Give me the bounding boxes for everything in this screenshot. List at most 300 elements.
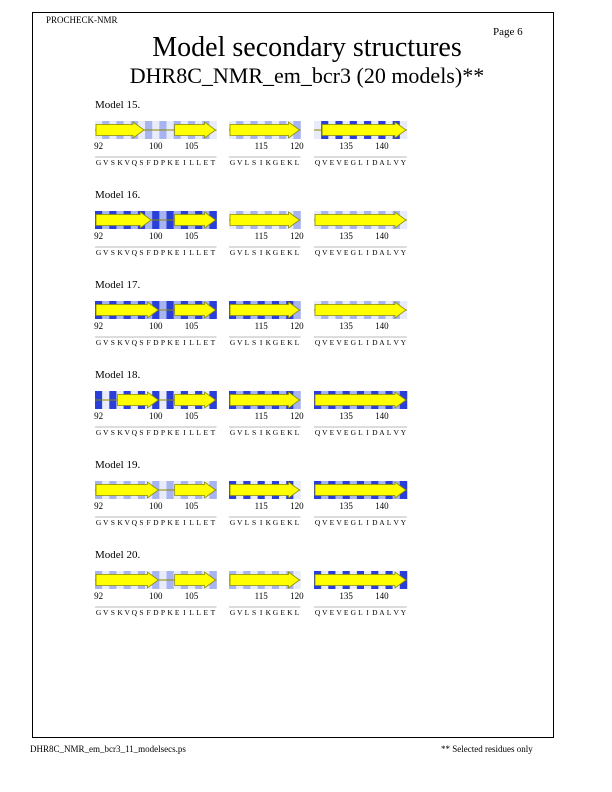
sequence-residue: L [196,338,201,347]
sequence-residue: G [95,428,102,437]
residue-number-label: 140 [375,231,389,241]
sequence-residue: L [196,428,201,437]
sequence-residue: V [336,338,342,347]
sequence-residue: K [265,248,272,257]
sequence-residue: V [124,608,130,617]
residue-number-label: 100 [149,411,163,421]
sequence-residue: V [393,338,399,347]
sequence-residue: V [237,518,243,527]
sequence-residue: V [336,428,342,437]
residue-number-label: 140 [375,411,389,421]
sequence-residue: K [265,518,272,527]
sequence-residue: L [244,248,250,257]
model-label: Model 20. [95,549,141,561]
beta-strand-arrow [230,302,300,318]
sequence-residue: F [146,518,151,527]
sequence-residue: E [329,248,335,257]
sequence-residue: L [189,248,194,257]
sequence-residue: I [259,338,263,347]
sequence-residue: G [350,338,357,347]
sequence-residue: K [265,158,272,167]
sequence-residue: K [287,608,293,617]
sequence-residue: S [139,158,144,167]
sequence-residue: V [322,248,328,257]
sequence-residue: V [393,428,399,437]
residue-number-label: 140 [375,141,389,151]
residue-number-label: 105 [184,501,199,511]
sequence-residue: E [203,338,209,347]
residue-number-label: 115 [254,321,268,331]
sequence-residue: K [167,248,173,257]
beta-strand-arrow [230,482,300,498]
beta-strand-arrow [96,122,144,138]
sequence-residue: V [393,248,399,257]
sequence-residue: S [251,518,257,527]
sequence-residue: E [329,518,335,527]
sequence-residue: K [287,158,293,167]
sequence-residue: L [294,338,300,347]
residue-number-label: 135 [339,141,353,151]
sequence-residue: G [350,608,357,617]
sequence-residue: I [366,518,369,527]
sequence-residue: V [124,338,130,347]
sequence-residue: D [372,338,378,347]
sequence-residue: Y [400,338,407,347]
sequence-residue: L [386,248,392,257]
sequence-residue: G [272,608,279,617]
sequence-residue: L [189,608,194,617]
sequence-residue: F [146,338,151,347]
sequence-residue: G [95,608,102,617]
residue-number-label: 100 [149,591,163,601]
sequence-residue: Y [400,248,407,257]
sequence-residue: V [103,248,109,257]
sequence-residue: E [174,428,180,437]
sequence-residue: V [322,428,328,437]
sequence-residue: V [336,248,342,257]
model-label: Model 19. [95,459,141,471]
sequence-residue: S [251,248,257,257]
residue-number-label: 135 [339,321,353,331]
residue-number-label: 120 [290,231,304,241]
sequence-residue: D [372,428,378,437]
sequence-residue: V [124,158,130,167]
sequence-residue: K [167,338,173,347]
sequence-residue: D [372,248,378,257]
residue-number-label: 120 [290,141,304,151]
sequence-residue: D [153,158,159,167]
residue-number-label: 115 [254,141,268,151]
sequence-residue: E [343,248,349,257]
sequence-residue: K [167,158,173,167]
sequence-residue: L [244,608,250,617]
residue-number-label: 92 [94,411,104,421]
sequence-residue: A [379,608,385,617]
residue-number-label: 92 [94,501,104,511]
sequence-residue: S [139,248,144,257]
sequence-residue: F [146,428,151,437]
sequence-residue: E [329,428,335,437]
sequence-residue: A [379,518,385,527]
sequence-residue: S [251,338,257,347]
sequence-residue: S [251,608,257,617]
sequence-residue: E [174,248,180,257]
sequence-residue: L [244,518,250,527]
residue-number-label: 115 [254,231,268,241]
sequence-residue: E [329,338,335,347]
beta-strand-arrow [315,392,406,408]
residue-number-label: 120 [290,501,304,511]
sequence-residue: G [272,338,279,347]
sequence-residue: E [343,608,349,617]
sequence-residue: E [280,158,285,167]
sequence-residue: V [237,158,243,167]
sequence-residue: S [251,428,257,437]
sequence-residue: L [386,518,392,527]
sequence-residue: Q [314,338,321,347]
sequence-residue: L [244,158,250,167]
sequence-residue: I [366,158,369,167]
sequence-residue: E [280,428,285,437]
sequence-residue: K [117,608,123,617]
sequence-residue: L [244,338,250,347]
sequence-residue: L [294,608,300,617]
sequence-residue: I [183,608,186,617]
sequence-residue: V [103,608,109,617]
sequence-residue: V [103,428,109,437]
sequence-residue: E [203,428,209,437]
sequence-residue: Q [314,608,321,617]
sequence-residue: S [110,518,115,527]
sequence-residue: V [237,248,243,257]
sequence-residue: V [322,158,328,167]
sequence-residue: D [153,338,159,347]
residue-number-label: 135 [339,591,353,601]
sequence-residue: G [229,158,236,167]
sequence-residue: E [280,338,285,347]
residue-number-label: 120 [290,591,304,601]
sequence-residue: Q [314,248,321,257]
sequence-residue: L [358,338,363,347]
sequence-residue: L [196,518,201,527]
sequence-residue: E [174,158,180,167]
sequence-residue: Q [314,158,321,167]
sequence-residue: S [110,608,115,617]
sequence-residue: K [117,518,123,527]
sequence-residue: I [259,428,263,437]
sequence-residue: E [329,608,335,617]
sequence-residue: L [189,428,194,437]
residue-number-label: 140 [375,501,389,511]
beta-strand-arrow [315,302,406,318]
sequence-residue: I [366,338,369,347]
sequence-residue: G [229,248,236,257]
sequence-residue: G [95,518,102,527]
sequence-residue: E [174,608,180,617]
sequence-residue: L [386,158,392,167]
sequence-residue: G [95,338,102,347]
sequence-residue: I [259,248,263,257]
sequence-residue: E [280,248,285,257]
sequence-residue: K [167,428,173,437]
sequence-residue: S [110,338,115,347]
sequence-residue: P [160,608,166,617]
sequence-residue: I [366,248,369,257]
sequence-residue: V [103,338,109,347]
sequence-residue: S [110,428,115,437]
sequence-residue: L [386,428,392,437]
sequence-residue: E [343,518,349,527]
sequence-residue: T [210,338,216,347]
sequence-residue: P [160,248,166,257]
program-name: PROCHECK-NMR [46,15,118,25]
residue-number-label: 105 [184,321,199,331]
residue-number-label: 120 [290,321,304,331]
sequence-residue: E [343,338,349,347]
residue-number-label: 92 [94,591,104,601]
sequence-residue: K [117,338,123,347]
sequence-residue: K [265,338,272,347]
sequence-residue: P [160,158,166,167]
sequence-residue: L [196,248,201,257]
sequence-residue: K [287,248,293,257]
sequence-residue: E [203,158,209,167]
sequence-residue: Y [400,608,407,617]
sequence-residue: P [160,518,166,527]
sequence-residue: G [272,248,279,257]
sequence-residue: T [210,428,216,437]
sequence-residue: I [366,428,369,437]
page-number: Page 6 [493,26,523,38]
sequence-residue: A [379,338,385,347]
sequence-residue: E [343,158,349,167]
sequence-residue: K [167,608,173,617]
sequence-residue: T [210,248,216,257]
sequence-residue: K [117,428,123,437]
sequence-residue: G [350,248,357,257]
residue-number-label: 115 [254,411,268,421]
sequence-residue: I [259,158,263,167]
sequence-residue: L [358,248,363,257]
sequence-residue: T [210,518,216,527]
residue-number-label: 105 [184,411,199,421]
sequence-residue: P [160,428,166,437]
model-label: Model 16. [95,189,141,201]
sequence-residue: D [153,248,159,257]
sequence-residue: A [379,428,385,437]
beta-strand-arrow [315,572,406,588]
sequence-residue: E [203,608,209,617]
residue-number-label: 92 [94,231,104,241]
page-subtitle: DHR8C_NMR_em_bcr3 (20 models)** [129,63,485,88]
sequence-residue: I [366,608,369,617]
sequence-residue: E [280,608,285,617]
sequence-residue: V [237,338,243,347]
sequence-residue: L [196,158,201,167]
sequence-residue: S [139,518,144,527]
sequence-residue: I [259,518,263,527]
sequence-residue: D [153,608,159,617]
sequence-residue: L [294,518,300,527]
sequence-residue: S [110,158,115,167]
residue-number-label: 105 [184,591,199,601]
sequence-residue: I [183,158,186,167]
sequence-residue: I [183,518,186,527]
sequence-residue: V [237,428,243,437]
sequence-residue: L [294,428,300,437]
sequence-residue: S [139,428,144,437]
beta-strand-arrow [315,212,406,228]
sequence-residue: G [272,158,279,167]
sequence-residue: G [272,428,279,437]
residue-number-label: 100 [149,501,163,511]
beta-strand-arrow [230,572,300,588]
beta-strand-arrow [322,122,406,138]
residue-number-label: 100 [149,231,163,241]
sequence-residue: E [174,518,180,527]
residue-number-label: 105 [184,231,199,241]
sequence-residue: L [358,608,363,617]
sequence-residue: L [244,428,250,437]
sequence-residue: Q [131,608,138,617]
sequence-residue: V [124,428,130,437]
sequence-residue: S [110,248,115,257]
sequence-residue: G [350,158,357,167]
sequence-residue: K [265,608,272,617]
footer-filename: DHR8C_NMR_em_bcr3_11_modelsecs.ps [30,744,186,754]
sequence-residue: G [350,518,357,527]
sequence-residue: V [124,248,130,257]
beta-strand-arrow [230,392,300,408]
sequence-residue: E [203,518,209,527]
sequence-residue: V [322,518,328,527]
sequence-residue: L [386,338,392,347]
model-label: Model 17. [95,279,141,291]
sequence-residue: F [146,158,151,167]
sequence-residue: D [153,518,159,527]
residue-number-label: 92 [94,321,104,331]
sequence-residue: E [329,158,335,167]
sequence-residue: L [358,428,363,437]
sequence-residue: L [189,518,194,527]
page-title: Model secondary structures [152,32,462,63]
residue-number-label: 100 [149,141,163,151]
beta-strand-arrow [96,482,158,498]
sequence-residue: G [95,248,102,257]
sequence-residue: S [139,338,144,347]
sequence-residue: L [189,338,194,347]
footer-note: ** Selected residues only [441,744,533,754]
sequence-residue: I [259,608,263,617]
sequence-residue: K [287,518,293,527]
sequence-residue: V [322,338,328,347]
sequence-residue: I [183,338,186,347]
residue-number-label: 92 [94,141,104,151]
sequence-residue: D [372,608,378,617]
sequence-residue: P [160,338,166,347]
model-label: Model 15. [95,99,141,111]
sequence-residue: V [336,518,342,527]
sequence-residue: G [95,158,102,167]
residue-number-label: 135 [339,231,353,241]
residue-number-label: 140 [375,591,389,601]
sequence-residue: F [146,608,151,617]
sequence-residue: V [237,608,243,617]
sequence-residue: V [393,158,399,167]
sequence-residue: A [379,248,385,257]
sequence-residue: L [294,248,300,257]
model-label: Model 18. [95,369,141,381]
sequence-residue: D [153,428,159,437]
sequence-residue: T [210,158,216,167]
sequence-residue: Q [131,518,138,527]
sequence-residue: G [229,338,236,347]
sequence-residue: F [146,248,151,257]
beta-strand-arrow [96,212,151,228]
sequence-residue: Q [131,428,138,437]
residue-number-label: 115 [254,591,268,601]
sequence-residue: V [393,608,399,617]
sequence-residue: G [350,428,357,437]
sequence-residue: V [322,608,328,617]
sequence-residue: L [358,518,363,527]
sequence-residue: I [183,248,186,257]
sequence-residue: E [343,428,349,437]
beta-strand-arrow [96,572,158,588]
sequence-residue: Q [131,338,138,347]
sequence-residue: L [189,158,194,167]
beta-strand-arrow [315,482,406,498]
sequence-residue: K [287,428,293,437]
sequence-residue: V [393,518,399,527]
sequence-residue: K [167,518,173,527]
sequence-residue: T [210,608,216,617]
sequence-residue: G [229,428,236,437]
sequence-residue: V [336,608,342,617]
sequence-residue: Y [400,518,407,527]
sequence-residue: E [203,248,209,257]
sequence-residue: Q [314,518,321,527]
sequence-residue: V [124,518,130,527]
sequence-residue: K [117,248,123,257]
sequence-residue: K [265,428,272,437]
beta-strand-arrow [230,212,300,228]
residue-number-label: 135 [339,501,353,511]
sequence-residue: V [103,158,109,167]
residue-number-label: 100 [149,321,163,331]
sequence-residue: Q [131,158,138,167]
sequence-residue: G [272,518,279,527]
sequence-residue: E [280,518,285,527]
sequence-residue: L [196,608,201,617]
residue-number-label: 120 [290,411,304,421]
residue-number-label: 135 [339,411,353,421]
sequence-residue: L [386,608,392,617]
sequence-residue: A [379,158,385,167]
sequence-residue: D [372,518,378,527]
sequence-residue: L [294,158,300,167]
sequence-residue: G [229,518,236,527]
residue-number-label: 105 [184,141,199,151]
sequence-residue: Y [400,158,407,167]
sequence-residue: K [117,158,123,167]
beta-strand-arrow [96,302,158,318]
sequence-residue: D [372,158,378,167]
sequence-residue: E [174,338,180,347]
sequence-residue: Q [131,248,138,257]
sequence-residue: Q [314,428,321,437]
beta-strand-arrow [230,122,300,138]
